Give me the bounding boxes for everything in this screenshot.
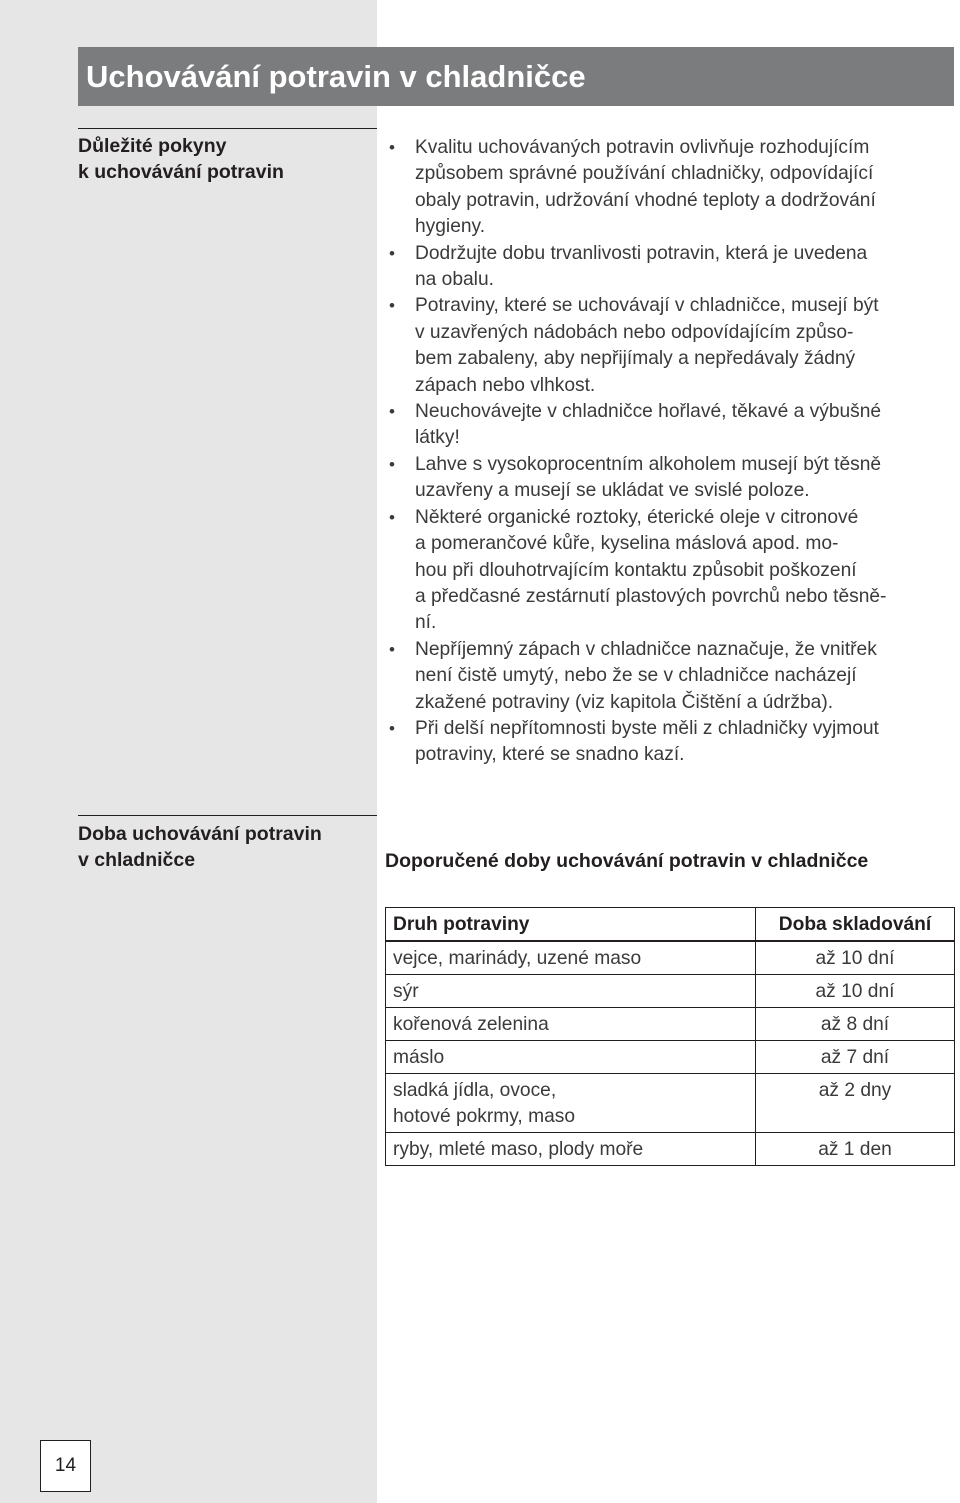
- text-line: zápach nebo vlhkost.: [415, 374, 596, 396]
- food-cell: [386, 1008, 756, 1041]
- text-line: potraviny, které se snadno kazí.: [415, 744, 685, 766]
- text-line: Lahve s vysokoprocentním alkoholem musejí být těsně: [415, 453, 882, 475]
- text-line: není čistě umytý, nebo že se v chladničce nacházejí: [415, 665, 857, 687]
- text-line: ní.: [415, 612, 437, 634]
- duration-cell: až 10 dní: [756, 941, 955, 975]
- page-title: Uchovávání potravin v chladničce: [78, 47, 954, 106]
- food-cell: [386, 975, 756, 1008]
- table-row: [386, 1041, 955, 1074]
- text-line: Při delší nepřítomnosti byste měli z chladničky vyjmout: [415, 717, 879, 739]
- duration-cell: až 2 dny: [756, 1074, 955, 1133]
- food-cell: [386, 1074, 756, 1133]
- table-header-row: [386, 908, 955, 942]
- section-rule: [78, 815, 377, 816]
- text-line: Potraviny, které se uchovávají v chladničce, musejí být: [415, 295, 879, 317]
- page-number: 14: [40, 1440, 91, 1492]
- section-rule: [78, 128, 377, 129]
- duration-cell: až 8 dní: [756, 1008, 955, 1041]
- table-row: [386, 1074, 955, 1133]
- food-line: sladká jídla, ovoce,: [393, 1080, 557, 1101]
- left-sidebar-panel: [0, 0, 377, 1503]
- bullet-icon: •: [389, 639, 395, 659]
- heading-line: Doba uchovávání potravin: [78, 823, 322, 845]
- bullet-icon: •: [389, 718, 395, 738]
- duration-cell: až 7 dní: [756, 1041, 955, 1074]
- table-row: [386, 975, 955, 1008]
- text-line: hou při dlouhotrvajícím kontaktu způsobit poškození: [415, 559, 857, 581]
- text-line: uzavřeny a musejí se ukládat ve svislé poloze.: [415, 480, 810, 502]
- list-item: [387, 505, 957, 637]
- bullet-icon: •: [389, 138, 395, 157]
- bullet-icon: •: [389, 507, 395, 527]
- table-row: [386, 1008, 955, 1041]
- list-item: [387, 716, 957, 769]
- food-cell: [386, 1041, 756, 1074]
- bullet-icon: •: [389, 454, 395, 474]
- text-line: způsobem správné používání chladničky, odpovídající: [415, 163, 874, 185]
- text-line: Neuchovávejte v chladničce hořlavé, těkavé a výbušné: [415, 401, 882, 423]
- section-heading-storage-tips: [78, 133, 373, 185]
- food-line: máslo: [393, 1047, 445, 1068]
- duration-cell: až 10 dní: [756, 975, 955, 1008]
- food-line: vejce, marinády, uzené maso: [393, 948, 642, 969]
- list-item: [387, 293, 957, 399]
- text-line: obaly potravin, udržování vhodné teploty a dodržování: [415, 189, 876, 211]
- food-cell: [386, 1133, 756, 1166]
- text-line: v uzavřených nádobách nebo odpovídajícím způso-: [415, 321, 854, 343]
- text-line: hygieny.: [415, 216, 486, 238]
- list-item: [387, 241, 957, 294]
- heading-line: v chladničce: [78, 849, 196, 871]
- bullet-icon: •: [389, 402, 395, 422]
- text-line: Kvalitu uchovávaných potravin ovlivňuje rozhodujícím: [415, 137, 870, 158]
- food-line: hotové pokrmy, maso: [393, 1106, 575, 1127]
- table-row: [386, 1133, 955, 1166]
- text-line: na obalu.: [415, 269, 494, 291]
- column-header-storage-time: Doba skladování: [756, 908, 955, 942]
- column-header-food-type: Druh potraviny: [386, 908, 756, 942]
- food-cell: [386, 941, 756, 975]
- bullet-icon: •: [389, 296, 395, 316]
- list-item: [387, 637, 957, 716]
- bullet-icon: •: [389, 243, 395, 263]
- duration-cell: až 1 den: [756, 1133, 955, 1166]
- text-line: bem zabaleny, aby nepřijímaly a nepředávaly žádný: [415, 348, 856, 370]
- list-item: [387, 399, 957, 452]
- text-line: Nepříjemný zápach v chladničce naznačuje, že vnitřek: [415, 638, 877, 660]
- text-line: Některé organické roztoky, éterické oleje v citronové: [415, 506, 859, 528]
- food-line: kořenová zelenina: [393, 1014, 549, 1035]
- section-heading-storage-time: [78, 821, 373, 873]
- text-line: Dodržujte dobu trvanlivosti potravin, která je uvedena: [415, 242, 868, 264]
- text-line: a pomerančové kůře, kyselina máslová apod. mo-: [415, 533, 839, 555]
- storage-tips-list: [387, 135, 957, 769]
- list-item: [387, 452, 957, 505]
- text-line: zkažené potraviny (viz kapitola Čištění a údržba).: [415, 691, 834, 713]
- storage-times-table: [385, 907, 955, 1166]
- table-title: Doporučené doby uchovávání potravin v chladničce: [385, 850, 869, 872]
- text-line: látky!: [415, 427, 460, 449]
- heading-line: k uchovávání potravin: [78, 161, 284, 183]
- food-line: sýr: [393, 981, 419, 1002]
- list-item: [387, 135, 957, 241]
- food-line: ryby, mleté maso, plody moře: [393, 1139, 644, 1160]
- heading-line: Důležité pokyny: [78, 135, 227, 157]
- table-row: [386, 941, 955, 975]
- text-line: a předčasné zestárnutí plastových povrchů nebo těsně-: [415, 585, 887, 607]
